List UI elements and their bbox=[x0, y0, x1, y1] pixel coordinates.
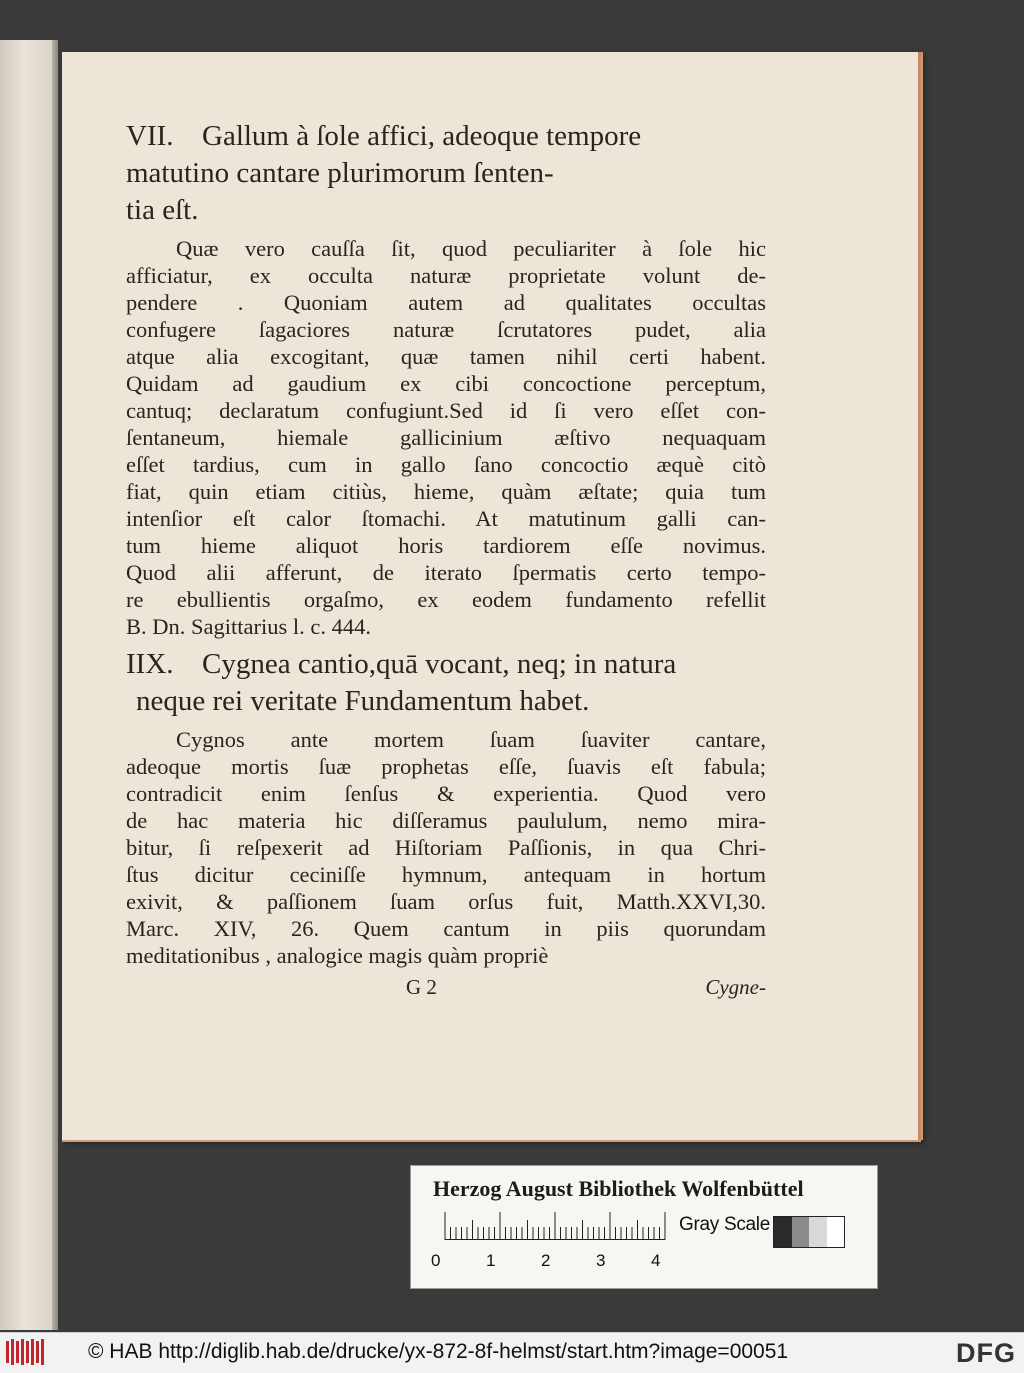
section7-line-15: B. Dn. Sagittarius l. c. 444. bbox=[126, 614, 371, 639]
section8-line-6: ſtus dicitur ceciniſſe hymnum, antequam in hortum bbox=[126, 862, 766, 887]
section-8-heading-line-1: Cygnea cantio,quā vocant, neq; in natura bbox=[202, 648, 677, 680]
ruler-number: 0 bbox=[431, 1251, 441, 1270]
ruler-number: 2 bbox=[541, 1251, 551, 1270]
section8-line-1: Cygnos ante mortem ſuam ſuaviter cantare, bbox=[176, 727, 766, 752]
gray-scale-label: Gray Scale bbox=[679, 1214, 770, 1235]
section8-line-2: adeoque mortis ſuæ prophetas eſſe, ſuavis eſt fabula; bbox=[126, 754, 766, 779]
section8-line-5: bitur, ſi reſpexerit ad Hiſtoriam Paſſionis, in qua Chri- bbox=[126, 835, 766, 860]
library-name: Herzog August Bibliothek Wolfenbüttel bbox=[433, 1176, 804, 1201]
section7-line-8: ſentaneum, hiemale gallicinium æſtivo nequaquam bbox=[126, 425, 766, 450]
gray-scale-swatch bbox=[773, 1216, 845, 1248]
section7-line-9: eſſet tardius, cum in gallo ſano concoctio æquè citò bbox=[126, 452, 766, 477]
section7-line-4: confugere ſagaciores naturæ ſcrutatores pudet, alia bbox=[126, 317, 766, 342]
bottom-info-bar bbox=[0, 1332, 1024, 1373]
section-8-heading-line-2: neque rei veritate Fundamentum habet. bbox=[136, 685, 590, 717]
section-8-heading bbox=[126, 646, 766, 720]
page-footer-row bbox=[126, 975, 766, 1000]
dfg-logo: DFG bbox=[956, 1338, 1016, 1368]
section7-line-1: Quæ vero cauſſa ſit, quod peculiariter à ſole hic bbox=[176, 236, 766, 261]
section7-line-11: intenſior eſt calor ſtomachi. At matutinum galli can- bbox=[126, 506, 766, 531]
section8-line-4: de hac materia hic diſſeramus paululum, nemo mira- bbox=[126, 808, 766, 833]
gray-swatch-cell bbox=[827, 1217, 845, 1247]
section-8-number: IIX. bbox=[126, 648, 174, 680]
gray-swatch-cell bbox=[792, 1217, 810, 1247]
ruler-ticks bbox=[437, 1212, 673, 1240]
ruler-number: 4 bbox=[651, 1251, 661, 1270]
section7-line-10: fiat, quin etiam citiùs, hieme, quàm æſtate; quia tum bbox=[126, 479, 766, 504]
page-text bbox=[126, 118, 766, 1000]
ruler-numbers bbox=[431, 1251, 691, 1275]
section8-line-9: meditationibus , analogice magis quàm propriè bbox=[126, 943, 549, 968]
book-page bbox=[62, 52, 921, 1140]
scale-ruler bbox=[437, 1212, 673, 1244]
library-color-card bbox=[410, 1165, 878, 1289]
section8-line-3: contradicit enim ſenſus & experientia. Quod vero bbox=[126, 781, 766, 806]
section8-line-7: exivit, & paſſionem ſuam orſus fuit, Matth.XXVI,30. bbox=[126, 889, 766, 914]
signature-mark: G 2 bbox=[406, 975, 437, 999]
section7-line-7: cantuq; declaratum confugiunt.Sed id ſi vero eſſet con- bbox=[126, 398, 766, 423]
catchword: Cygne- bbox=[705, 975, 766, 999]
hab-stripes-icon bbox=[6, 1339, 46, 1365]
section-7-paragraph bbox=[126, 235, 766, 640]
section-7-heading-line-2: matutino cantare plurimorum ſenten- bbox=[126, 157, 554, 189]
section7-line-5: atque alia excogitant, quæ tamen nihil certi habent. bbox=[126, 344, 766, 369]
gray-swatch-cell bbox=[809, 1217, 827, 1247]
section7-line-2: afficiatur, ex occulta naturæ proprietate volunt de- bbox=[126, 263, 766, 288]
section-8-paragraph bbox=[126, 726, 766, 969]
section7-line-3: pendere . Quoniam autem ad qualitates occultas bbox=[126, 290, 766, 315]
section8-line-8: Marc. XIV, 26. Quem cantum in piis quorundam bbox=[126, 916, 766, 941]
section7-line-6: Quidam ad gaudium ex cibi concoctione perceptum, bbox=[126, 371, 766, 396]
section-7-heading bbox=[126, 118, 766, 229]
section7-line-12: tum hieme aliquot horis tardiorem eſſe novimus. bbox=[126, 533, 766, 558]
section-7-heading-line-3: tia eſt. bbox=[126, 194, 199, 226]
section-7-heading-line-1: Gallum à ſole affici, adeoque tempore bbox=[202, 120, 642, 152]
ruler-number: 3 bbox=[596, 1251, 606, 1270]
ruler-number: 1 bbox=[486, 1251, 496, 1270]
gray-swatch-cell bbox=[774, 1217, 792, 1247]
page-fold bbox=[52, 40, 58, 1330]
copyright-link[interactable]: © HAB http://diglib.hab.de/drucke/yx-872-8f-helmst/start.htm?image=00051 bbox=[88, 1340, 789, 1363]
section7-line-13: Quod alii afferunt, de iterato ſpermatis certo tempo- bbox=[126, 560, 766, 585]
section7-line-14: re ebullientis orgaſmo, ex eodem fundamento refellit bbox=[126, 587, 766, 612]
adjacent-page-edge bbox=[0, 40, 58, 1330]
section-7-number: VII. bbox=[126, 120, 174, 152]
